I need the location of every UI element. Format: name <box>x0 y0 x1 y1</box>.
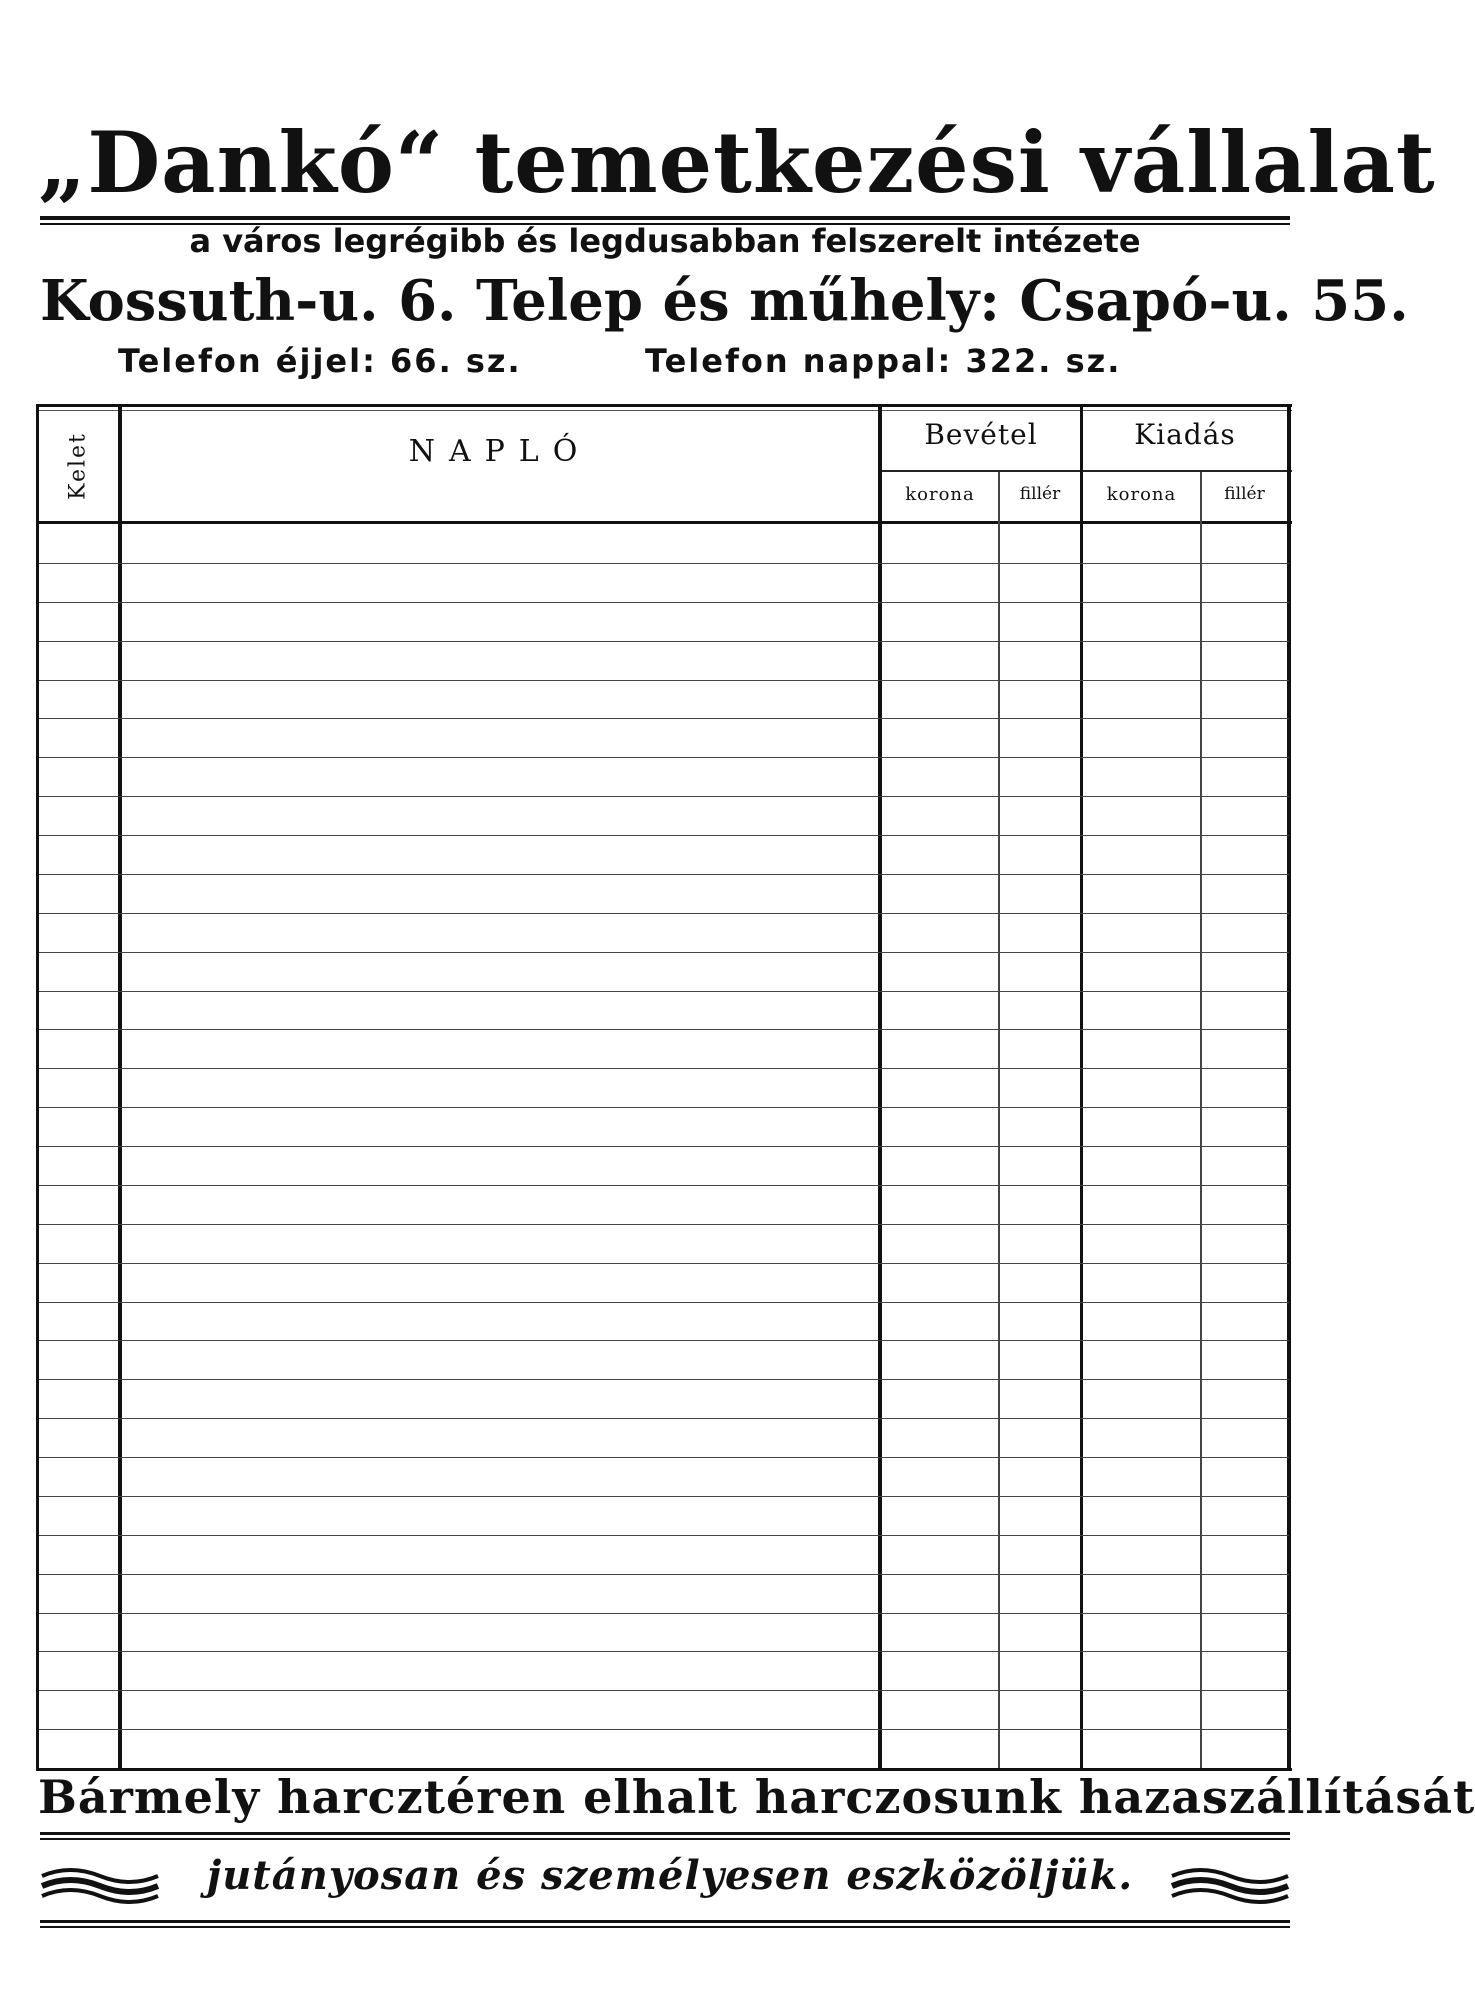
income-expense-divider <box>1080 404 1083 1768</box>
ledger-row-line <box>39 1535 1289 1536</box>
wave-ornament-right-icon <box>1170 1862 1290 1906</box>
wave-ornament-left-icon <box>40 1862 160 1906</box>
header-bottom-border <box>36 521 1292 524</box>
ledger-row-line <box>39 602 1289 603</box>
ledger-row-line <box>39 835 1289 836</box>
ledger-left-border <box>36 404 39 1768</box>
footer-rule-top-2 <box>40 1838 1290 1840</box>
income-korona-header: korona <box>905 484 975 505</box>
ledger-top-border-thin <box>36 410 1292 411</box>
expense-filler-header: fillér <box>1224 484 1265 504</box>
company-name: „Dankó“ temetkezési vállalat <box>38 113 1436 212</box>
ledger-right-border <box>1287 404 1291 1768</box>
ledger-row-line <box>39 1185 1289 1186</box>
ledger-row-line <box>39 874 1289 875</box>
ledger-row-line <box>39 1613 1289 1614</box>
income-filler-header: fillér <box>1019 484 1061 504</box>
ledger-row-line <box>39 1496 1289 1497</box>
date-column-divider <box>118 404 122 1768</box>
ledger-row-line <box>39 1379 1289 1380</box>
ledger-row-line <box>39 1302 1289 1303</box>
ledger-top-border <box>36 404 1292 407</box>
ledger-row-line <box>39 913 1289 914</box>
ledger-row-line <box>39 1729 1289 1730</box>
footer-line-1: Bármely harcztéren elhalt harczosunk hazaszállítását <box>38 1770 1475 1824</box>
currency-subheader-divider <box>880 470 1292 472</box>
ledger-row-line <box>39 641 1289 642</box>
ledger-title: NAPLÓ <box>408 434 592 469</box>
naplo-column-divider <box>878 404 882 1768</box>
ledger-row-line <box>39 1340 1289 1341</box>
ledger-row-line <box>39 952 1289 953</box>
footer-line-2: jutányosan és személyesen eszközöljük. <box>206 1852 1134 1899</box>
ledger-row-line <box>39 1574 1289 1575</box>
ledger-row-line <box>39 1418 1289 1419</box>
expense-header: Kiadás <box>1134 418 1236 451</box>
ledger-row-line <box>39 1263 1289 1264</box>
ledger-row-line <box>39 1457 1289 1458</box>
ledger-row-line <box>39 1651 1289 1652</box>
ledger-row-line <box>39 991 1289 992</box>
ledger-row-line <box>39 1690 1289 1691</box>
footer-rule-bottom-2 <box>40 1926 1290 1928</box>
ledger-row-line <box>39 1224 1289 1225</box>
footer-rule-bottom-1 <box>40 1920 1290 1923</box>
ledger-row-line <box>39 1146 1289 1147</box>
phone-night: Telefon éjjel: 66. sz. <box>118 342 522 380</box>
ledger-row-line <box>39 563 1289 564</box>
ledger-row-line <box>39 1107 1289 1108</box>
ledger-row-line <box>39 1029 1289 1030</box>
title-rule-thick <box>40 216 1290 220</box>
income-header: Bevétel <box>924 418 1038 451</box>
date-column-label: Kelet <box>65 432 91 500</box>
ledger-row-line <box>39 1068 1289 1069</box>
ledger-row-line <box>39 680 1289 681</box>
ledger-row-line <box>39 757 1289 758</box>
address: Kossuth-u. 6. Telep és műhely: Csapó-u. 55. <box>40 268 1409 334</box>
ledger-row-line <box>39 796 1289 797</box>
ledger-row-line <box>39 718 1289 719</box>
tagline: a város legrégibb és legdusabban felszerelt intézete <box>189 222 1141 260</box>
footer-rule-top-1 <box>40 1832 1290 1835</box>
expense-korona-header: korona <box>1106 484 1177 505</box>
ledger-table <box>36 404 1292 1768</box>
date-column-header <box>48 426 108 506</box>
phone-day: Telefon nappal: 322. sz. <box>645 342 1122 380</box>
